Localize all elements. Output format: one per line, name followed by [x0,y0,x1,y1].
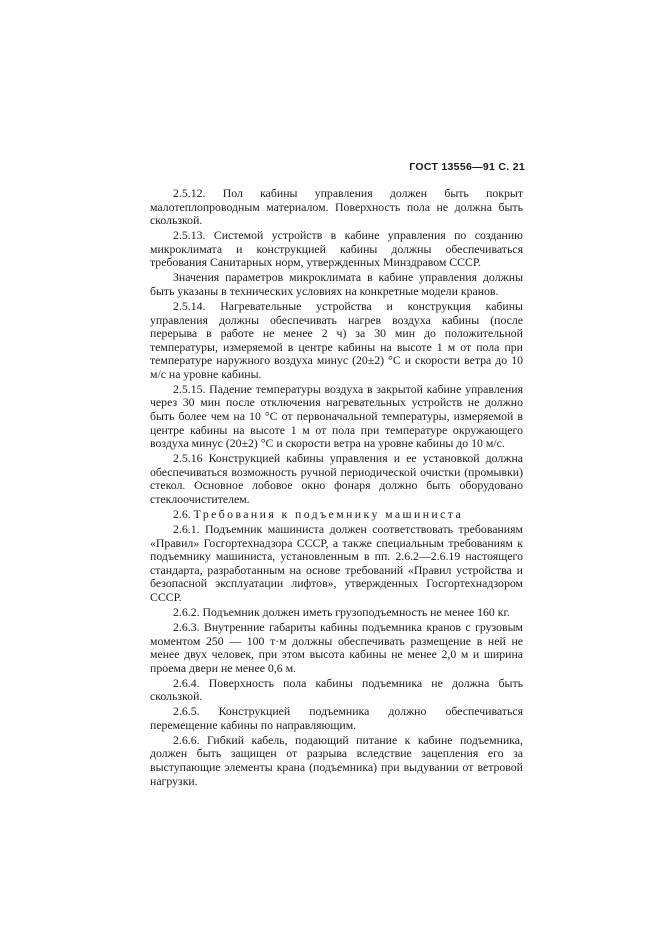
paragraph-2-5-15: 2.5.15. Падение температуры воздуха в закрытой кабине управления через 30 мин после отключения нагревательных устройств не должно быть более чем на 10 °С от первоначальной температуры, измеряемой в центре кабины на высоте 1 м от пола при температуре окружающего воздуха минус (20±2) °С и скорости ветра на уровне кабины до 10 м/с. [150,381,523,451]
section-number: 2.6. [173,507,191,521]
document-body [150,187,523,790]
paragraph-2-6-1: 2.6.1. Подъемник машиниста должен соответствовать требованиям «Правил» Госгортехнадзора СССР, а также специальным требованиям к подъемнику машиниста, установленным в пп. 2.6.2—2.6.19 настоящего стандарта, разработанным на основе требований «Правил устройства и безопасной эксплуатации лифтов», утвержденных Госгортехнадзором СССР. [150,521,523,604]
paragraph-2-6-2: 2.6.2. Подъемник должен иметь грузоподъемность не менее 160 кг. [173,604,510,619]
paragraph-2-6-3: 2.6.3. Внутренние габариты кабины подъемника кранов с грузовым моментом 250 — 100 т·м должны обеспечивать размещение в ней не менее двух человек, при этом высота кабины не менее 2,0 м и ширина проема двери не менее 0,6 м. [150,619,523,675]
paragraph-2-5-12: 2.5.12. Пол кабины управления должен быть покрыт малотеплопроводным материалом. Поверхность пола не должна быть скользкой. [150,186,523,228]
paragraph-2-6-6: 2.6.6. Гибкий кабель, подающий питание к кабине подъемника, должен быть защищен от разрыва вследствие зацепления его за выступающие элементы крана (подъемника) при выдувании от ветровой нагрузки. [150,732,523,788]
paragraph-microclimate-values: Значения параметров микроклимата в кабине управления должны быть указаны в технических условиях на конкретные модели кранов. [150,270,523,298]
paragraph-2-6-5: 2.6.5. Конструкцией подъемника должно обеспечиваться перемещение кабины по направляющим. [150,704,523,732]
paragraph-2-5-16: 2.5.16 Конструкцией кабины управления и ее установкой должна обеспечиваться возможность ручной периодической очистки (промывки) стекол. Основное лобовое окно фонаря должно быть оборудовано стеклоочистителем. [150,451,523,507]
paragraph-2-5-13: 2.5.13. Системой устройств в кабине управления по созданию микроклимата и конструкцией кабины должны обеспечиваться требования Санитарных норм, утвержденных Минздравом СССР. [150,228,523,270]
page-header: ГОСТ 13556—91 С. 21 [409,161,525,173]
section-title: Требования к подъемнику машиниста [193,507,464,521]
paragraph-2-6-4: 2.6.4. Поверхность пола кабины подъемника не должна быть скользкой. [150,675,523,704]
paragraph-2-5-14: 2.5.14. Нагревательные устройства и конструкция кабины управления должны обеспечивать нагрев воздуха кабины (после перерыва в работе не менее 2 ч) за 30 мин до положительной температуры, измеряемой в центре кабины на высоте 1 м от пола при температуре наружного воздуха минус (20±2) °С и скорости ветра до 10 м/с на уровне кабины. [150,298,523,381]
section-heading [150,508,523,522]
